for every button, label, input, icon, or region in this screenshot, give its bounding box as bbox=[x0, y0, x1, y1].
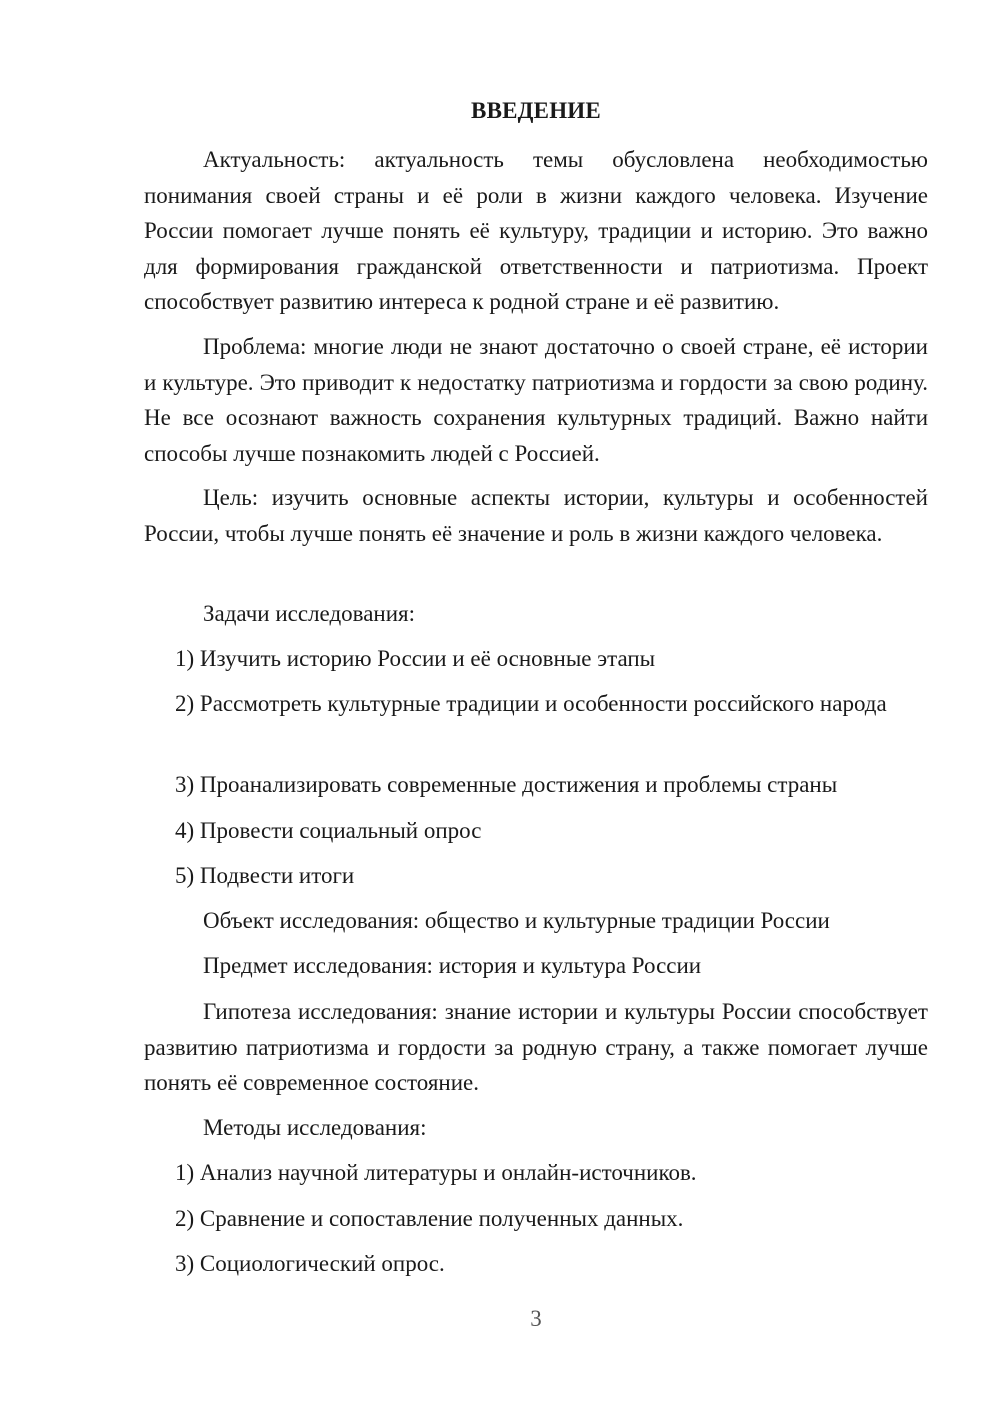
goal-paragraph: Цель: изучить основные аспекты истории, культуры и особенностей России, чтобы лучше понять её значение и роль в жизни каждого человека. bbox=[144, 485, 928, 546]
method-item: 2) Сравнение и сопоставление полученных данных. bbox=[175, 1206, 684, 1231]
hypothesis-paragraph: Гипотеза исследования: знание истории и культуры России способствует развитию патриотизма и гордости за родную страну, а также помогает лучше понять её современное состояние. bbox=[144, 999, 928, 1095]
page-number: 3 bbox=[530, 1306, 542, 1331]
problem-paragraph: Проблема: многие люди не знают достаточно о своей стране, её истории и культуре. Это приводит к недостатку патриотизма и гордости за свою родину. Не все осознают важность сохранения культурных традиций. Важно найти способы лучше познакомить людей с Россией. bbox=[144, 334, 928, 466]
subject-paragraph: Предмет исследования: история и культура России bbox=[203, 953, 702, 978]
task-item: 2) Рассмотреть культурные традиции и особенности российского народа bbox=[175, 691, 887, 716]
method-item: 1) Анализ научной литературы и онлайн-источников. bbox=[175, 1160, 697, 1185]
task-item: 3) Проанализировать современные достижения и проблемы страны bbox=[175, 772, 838, 797]
methods-heading: Методы исследования: bbox=[203, 1115, 427, 1140]
task-item: 5) Подвести итоги bbox=[175, 863, 355, 888]
section-title: ВВЕДЕНИЕ bbox=[471, 98, 601, 123]
task-item: 4) Провести социальный опрос bbox=[175, 818, 482, 843]
object-paragraph: Объект исследования: общество и культурные традиции России bbox=[203, 908, 830, 933]
tasks-heading: Задачи исследования: bbox=[203, 601, 416, 626]
task-item: 1) Изучить историю России и её основные этапы bbox=[175, 646, 656, 671]
method-item: 3) Социологический опрос. bbox=[175, 1251, 445, 1276]
relevance-paragraph: Актуальность: актуальность темы обусловлена необходимостью понимания своей страны и её роли в жизни каждого человека. Изучение России помогает лучше понять её культуру, традиции и историю. Это важно для формирования гражданской ответственности и патриотизма. Проект способствует развитию интереса к родной стране и её развитию. bbox=[144, 147, 928, 314]
